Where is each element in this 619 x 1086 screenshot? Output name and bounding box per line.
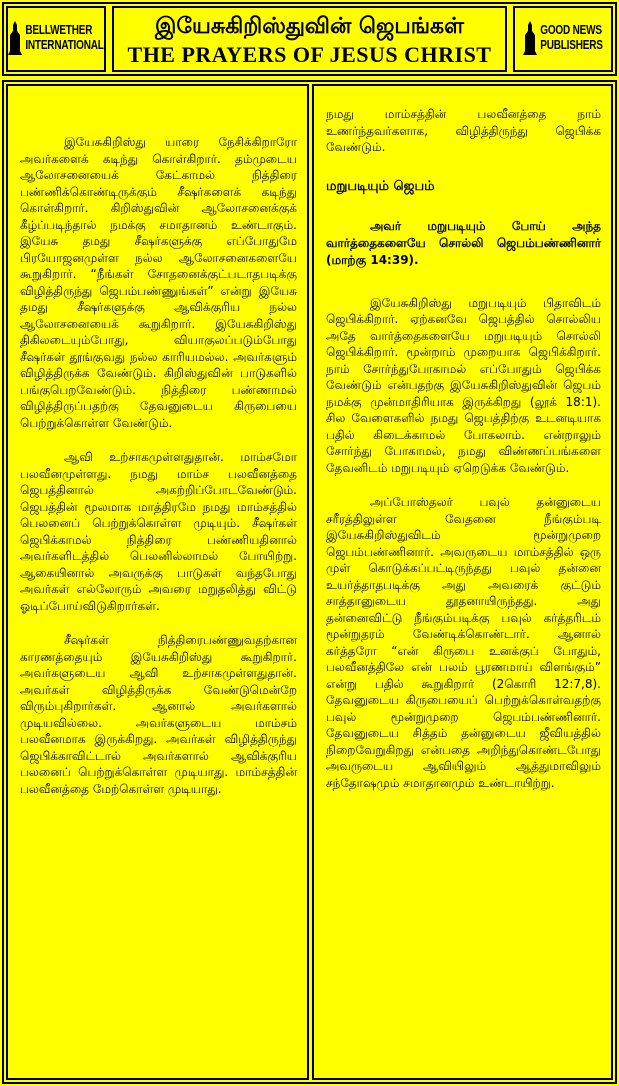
right-lead-paragraph: நமது மாம்சத்தின் பலவீனத்தை நாம் உணர்ந்தவர்களாக, விழித்திருந்து ஜெபிக்க வேண்டும். xyxy=(326,107,601,154)
content-frame xyxy=(2,80,617,1084)
left-paragraph-3: சீஷர்கள் நித்திரைபண்ணுவதற்கான காரணத்தையும் இயேசுகிறிஸ்து கூறுகிறார். அவர்களுடைய ஆவி உற்சாகமுள்ளதுதான். அவர்கள் விழித்திருக்க வேண்டுமென்றே விரும்புகிறார்கள். ஆனால் அவர்களால் முடியவில்லை. அவர்களுடைய மாம்சம் பலவீனமாக இருக்கிறது. அவர்கள் விழித்திருந்து ஜெபிக்காவிட்டால் அவர்களால் ஆவிக்குரிய பலனைப் பெற்றுக்கொள்ள முடியாது. மாம்சத்தின் பலவீனத்தை மேற்கொள்ள முடியாது. xyxy=(20,633,297,796)
logo-left-line2: INTERNATIONAL xyxy=(25,39,104,53)
right-paragraph-2: அப்போஸ்தலர் பவுல் தன்னுடைய சரீரத்திலுள்ள வேதனை நீங்கும்படி இயேசுகிறிஸ்துவிடம் மூன்றுமுறை ஜெபம்பண்ணினார். அவருடைய மாம்சத்தில் ஒரு முள் கொடுக்கப்பட்டிருந்தது பவுல் தன்னை உயர்த்தாதபடிக்கு அது அவரைக் குட்டும் சாத்தானுடைய தூதனாயிருந்தது. அது தன்னைவிட்டு நீங்கும்படிக்கு பவுல் கர்த்தரிடம் மூன்றுதரம் வேண்டிக்கொண்டார். ஆனால் கர்த்தரோ “என் கிருபை உனக்குப் போதும், பலவீனத்திலே என் பலம் பூரணமாய் விளங்கும்” என்று பதில் கூறுகிறார் (2கொரி 12:7,8). தேவனுடைய கிருபையைப் பெற்றுக்கொள்வதற்கு பவுல் மூன்றுமுறை ஜெபம்பண்ணினார். தேவனுடைய சித்தம் தன்னுடைய ஜீவியத்தில் நிறைவேறுகிறது என்பதை அறிந்துகொண்டபோது அவருடைய ஆவியிலும் ஆத்துமாவிலும் சந்தோஷமும் சமாதானமும் உண்டாயிற்று. xyxy=(326,495,601,790)
page-title-english: THE PRAYERS OF JESUS CHRIST xyxy=(127,42,492,67)
left-paragraph-1: இயேசுகிறிஸ்து யாரை நேசிக்கிறாரோ அவர்களைக் கடிந்து கொள்கிறார். தம்முடைய ஆலோசனையைக் கேட்காமல் நித்திரை பண்ணிக்கொண்டிருக்கும் சீஷர்களைக் கடிந்து கொள்கிறார். கிறிஸ்துவின் ஆலோசனைக்குக் கீழ்ப்படிந்தால் நமக்கு சமாதானம் உண்டாகும். இயேசு தமது சீஷர்களுக்கு எப்போதுமே பிரயோஜனமுள்ள நல்ல ஆலோசனைகளையே கூறுகிறார். “நீங்கள் சோதனைக்குட்படாதபடிக்கு விழித்திருந்து ஜெபம்பண்ணுங்கள்” என்று இயேசு தமது சீஷர்களுக்கு ஆவிக்குரிய நல்ல ஆலோசனையைக் கூறுகிறார். இயேசுகிறிஸ்து திகிலடையும்போது, வியாகுலப்படும்போது சீஷர்கள் தூங்குவது நல்ல காரியமல்ல. அவர்களும் விழித்திருக்க வேண்டும். கிறிஸ்துவின் பாடுகளில் பங்குபெறவேண்டும். நித்திரை பண்ணாமல் விழித்திருப்பதற்கு தேவனுடைய கிருபையை பெற்றுக்கொள்ள வேண்டும். xyxy=(20,135,297,430)
logo-left-line1: BELLWETHER xyxy=(25,24,93,38)
right-column xyxy=(312,84,613,1080)
logo-right-line1: GOOD NEWS xyxy=(540,24,602,38)
header-banner xyxy=(2,2,617,76)
good-news-logo xyxy=(513,6,613,72)
left-paragraph-2: ஆவி உற்சாகமுள்ளதுதான். மாம்சமோ பலவீனமுள்ளது. நமது மாம்ச பலவீனத்தை ஜெபத்தினால் அகற்றிப்போடவேண்டும். ஜெபத்தின் மூலமாக மாத்திரமே நமது மாம்சத்தில் பெலனைப் பெற்றுக்கொள்ள முடியும். சீஷர்கள் ஜெபிக்காமல் நித்திரை பண்ணியதினால் அவர்களிடத்தில் பெலனில்லாமல் போயிற்று. ஆகையினால் அவருக்கு பாடுகள் வந்தபோது அவர்கள் எல்லோரும் அவரை மறுதலித்து விட்டு ஓடிப்போய்விடுகிறார்கள். xyxy=(20,450,297,613)
lamp-icon xyxy=(523,21,537,57)
title-box xyxy=(112,6,507,72)
section-heading: மறுபடியும் ஜெபம் xyxy=(326,178,435,194)
bellwether-logo xyxy=(6,6,106,72)
page-title-tamil: இயேசுகிறிஸ்துவின் ஜெபங்கள் xyxy=(155,14,464,39)
left-column xyxy=(6,84,309,1080)
lamp-icon xyxy=(8,21,22,57)
scripture-quote: அவர் மறுபடியும் போய் அந்த வார்த்தைகளையே சொல்லி ஜெபம்பண்ணினார் (மாற்கு 14:39). xyxy=(326,218,601,267)
right-paragraph-1: இயேசுகிறிஸ்து மறுபடியும் பிதாவிடம் ஜெபிக்கிறார். ஏற்கனவே ஜெபத்தில் சொல்லிய அதே வார்த்தைகளையே மறுபடியும் சொல்லி ஜெபிக்கிறார். மூன்றாம் முறையாக ஜெபிக்கிறார். நாம் சோர்ந்துபோகாமல் எப்போதும் ஜெபிக்க வேண்டும் என்பதற்கு இயேசுகிறிஸ்துவின் ஜெபம் நமக்கு முன்மாதிரியாக இருக்கிறது (லூக் 18:1). சில வேளைகளில் நமது ஜெபத்திற்கு உடனடியாக பதில் கிடைக்காமல் போகலாம். என்றாலும் சோர்ந்து போகாமல், நமது விண்ணப்பங்களை தேவனிடம் மறுபடியும் ஏறெடுக்க வேண்டும். xyxy=(326,295,601,475)
logo-right-line2: PUBLISHERS xyxy=(540,39,603,53)
